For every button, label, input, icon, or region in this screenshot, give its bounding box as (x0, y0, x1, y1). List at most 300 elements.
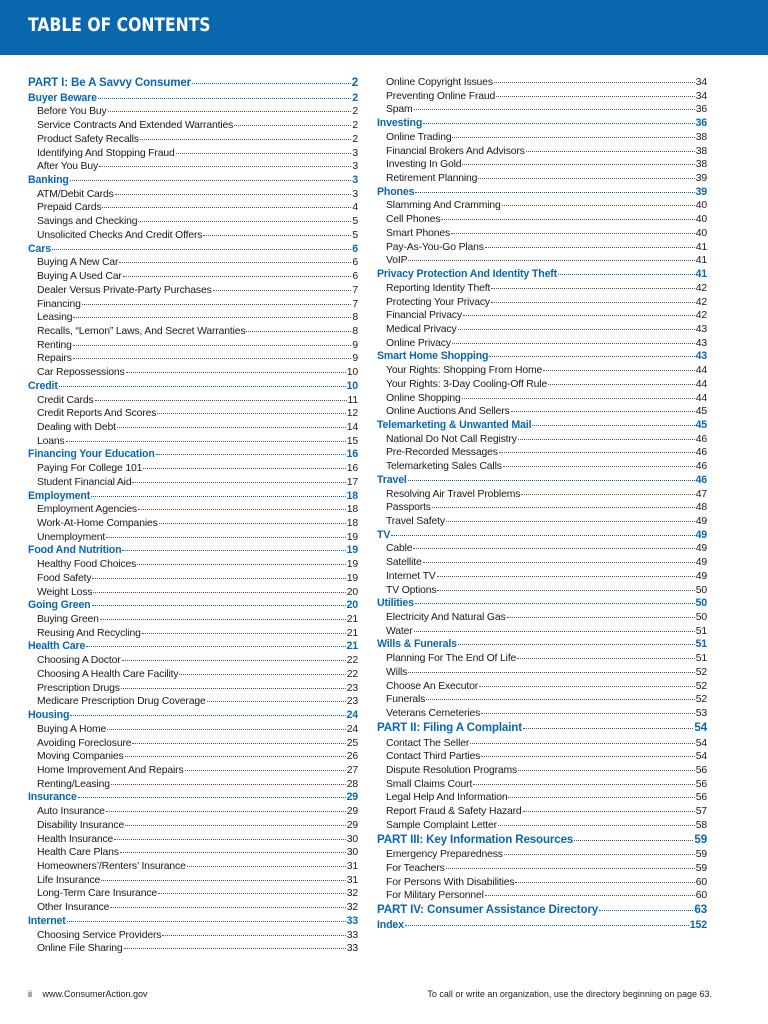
toc-page-number: 49 (695, 516, 707, 527)
toc-entry-title: Leasing (37, 312, 73, 324)
toc-section-heading[interactable] (377, 918, 707, 932)
dot-leader (156, 445, 346, 455)
toc-page-number: 40 (695, 214, 707, 226)
toc-entry-title: Loans (37, 435, 65, 447)
toc-page-number: 26 (346, 751, 358, 763)
dot-leader (574, 831, 693, 841)
toc-page-number: 56 (695, 792, 707, 804)
toc-entry-title: Protecting Your Privacy (386, 296, 490, 308)
toc-entry-title: Buying A New Car (37, 257, 119, 269)
toc-entry-title: Smart Home Shopping (377, 350, 489, 363)
toc-page-number: 34 (695, 90, 707, 102)
toc-page-number: 54 (695, 737, 707, 749)
toc-page-number: 42 (695, 310, 707, 322)
dot-leader (176, 144, 352, 154)
dot-leader (111, 775, 346, 785)
toc-page-number: 38 (695, 131, 707, 143)
toc-page-number: 16 (346, 448, 358, 461)
toc-page-number: 43 (695, 337, 707, 349)
toc-page-number: 21 (346, 640, 358, 653)
toc-entry-title: Medicare Prescription Drug Coverage (37, 696, 206, 708)
toc-entry-title: For Persons With Disabilities (386, 876, 515, 888)
toc-page-number: 23 (346, 696, 358, 708)
dot-leader (157, 404, 345, 414)
toc-page-number: 49 (695, 570, 707, 582)
dot-leader (162, 926, 345, 936)
toc-entry-title: Unemployment (37, 531, 106, 543)
toc-page-number: 46 (695, 461, 707, 473)
toc-page-number: 41 (695, 241, 707, 253)
toc-page-number: 44 (695, 392, 707, 404)
toc-entry-title: Telemarketing & Unwanted Mail (377, 418, 532, 431)
toc-entry-title: Credit Cards (37, 394, 94, 406)
toc-page-number: 47 (695, 488, 707, 500)
toc-entry-title: TV Options (386, 584, 437, 596)
toc-entry-title: Housing (28, 709, 70, 722)
dot-leader (458, 320, 695, 330)
dot-leader (481, 704, 695, 714)
dot-leader (521, 485, 694, 495)
dot-leader (415, 183, 694, 193)
dot-leader (100, 610, 346, 620)
toc-page-number: 28 (346, 778, 358, 790)
toc-entry[interactable] (377, 818, 707, 832)
toc-page-number: 51 (695, 625, 707, 637)
dot-leader (494, 73, 695, 83)
toc-entry-title: Medical Privacy (386, 323, 457, 335)
dot-leader (423, 553, 695, 563)
dot-leader (67, 912, 346, 922)
dot-leader (499, 443, 695, 453)
dot-leader (106, 802, 346, 812)
dot-leader (125, 747, 346, 757)
toc-part-heading[interactable] (28, 76, 358, 90)
dot-leader (213, 281, 352, 291)
toc-entry-title: For Teachers (386, 862, 445, 874)
dot-leader (437, 581, 694, 591)
footer-directory-note: To call or write an organization, use the directory beginning on page 63. (427, 989, 712, 999)
toc-entry-title: Pay-As-You-Go Plans (386, 241, 484, 253)
dot-leader (507, 608, 695, 618)
toc-page-number: 51 (695, 638, 707, 651)
toc-page-number: 30 (346, 833, 358, 845)
toc-page-number: 52 (695, 666, 707, 678)
dot-leader (491, 279, 695, 289)
dot-leader (426, 690, 695, 700)
toc-entry-title: Travel Safety (386, 516, 445, 527)
toc-entry-title: Renting (37, 339, 72, 351)
toc-entry-title: After You Buy (37, 161, 99, 173)
toc-entry-title: Work-At-Home Companies (37, 518, 158, 529)
dot-leader (70, 706, 345, 716)
toc-entry[interactable] (377, 888, 707, 902)
toc-entry-title: Wills & Funerals (377, 638, 457, 651)
toc-page-number: 8 (352, 325, 358, 337)
dot-leader (101, 871, 346, 881)
toc-entry-title: Veterans Cemeteries (386, 708, 481, 720)
dot-leader (462, 389, 695, 399)
toc-entry-title: Legal Help And Information (386, 792, 508, 804)
toc-entry-title: Other Insurance (37, 902, 110, 914)
toc-entry-title: Prepaid Cards (37, 202, 102, 214)
dot-leader (446, 859, 695, 869)
dot-leader (92, 596, 346, 606)
dot-leader (73, 349, 352, 359)
dot-leader (122, 541, 345, 551)
toc-entry-title: Savings and Checking (37, 216, 138, 228)
toc-entry-title: Repairs (37, 353, 72, 365)
toc-page-number: 6 (352, 257, 358, 269)
dot-leader (108, 102, 352, 112)
page-header (0, 0, 768, 55)
toc-entry-title: Cable (386, 543, 413, 555)
toc-page-number: 44 (695, 378, 707, 390)
toc-page-number: 2 (352, 120, 358, 132)
dot-leader (132, 734, 345, 744)
toc-column-right (377, 75, 707, 932)
toc-entry-title: Wills (386, 666, 408, 678)
dot-leader (78, 788, 346, 798)
toc-entry-title: Going Green (28, 599, 91, 612)
dot-leader (432, 498, 695, 508)
toc-page-number: 27 (346, 764, 358, 776)
toc-page-number: 11 (347, 394, 358, 406)
dot-leader (405, 916, 689, 926)
dot-leader (526, 142, 695, 152)
toc-entry-title: Spam (386, 104, 413, 116)
dot-leader (192, 74, 351, 84)
dot-leader (99, 157, 351, 167)
toc-entry-title: Cell Phones (386, 214, 441, 226)
toc-entry-title: For Military Personnel (386, 890, 484, 902)
toc-page-number: 32 (346, 902, 358, 914)
toc-entry-title: Phones (377, 185, 415, 198)
toc-entry-title: Life Insurance (37, 874, 101, 886)
toc-part-heading[interactable] (377, 833, 707, 847)
toc-page-number: 58 (695, 819, 707, 831)
toc-entry-title: Reporting Identity Theft (386, 282, 491, 294)
toc-entry-title: Pre-Recorded Messages (386, 447, 498, 459)
toc-entry-title: Food Safety (37, 572, 92, 584)
toc-entry-title: Online Trading (386, 131, 452, 143)
toc-page-number: 29 (346, 819, 358, 831)
toc-page-number: 19 (346, 572, 358, 584)
toc-page-number: 3 (352, 188, 358, 200)
toc-page-number: 38 (695, 159, 707, 171)
toc-page-number: 20 (346, 586, 358, 598)
toc-entry-title: Prescription Drugs (37, 682, 120, 694)
dot-leader (498, 816, 695, 826)
footer-left (28, 989, 148, 999)
toc-entry-title: Passports (386, 502, 431, 514)
dot-leader (470, 734, 695, 744)
toc-page-number: 9 (352, 339, 358, 351)
toc-page-number: 41 (695, 268, 707, 281)
toc-entry-title: Choosing A Health Care Facility (37, 668, 179, 680)
dot-leader (179, 665, 345, 675)
toc-entry-title: Funerals (386, 694, 426, 706)
toc-entry-title: Recalls, “Lemon” Laws, And Secret Warranties (37, 325, 246, 337)
toc-page-number: 17 (346, 476, 358, 488)
toc-page-number: 6 (352, 242, 358, 255)
dot-leader (124, 939, 346, 949)
toc-entry-title: TV (377, 528, 391, 541)
dot-leader (121, 679, 346, 689)
toc-page-number: 6 (352, 271, 358, 283)
toc-page-number: 32 (346, 888, 358, 900)
dot-leader (485, 238, 695, 248)
dot-leader (137, 555, 346, 565)
toc-entry-title: Investing (377, 117, 423, 130)
toc-entry-title: Food And Nutrition (28, 544, 122, 557)
toc-page-number: 46 (695, 433, 707, 445)
toc-entry-title: Financing Your Education (28, 448, 155, 461)
toc-part-heading[interactable] (377, 721, 707, 735)
toc-entry-title: Insurance (28, 791, 77, 804)
toc-page-number: 14 (346, 421, 358, 433)
toc-page-number: 43 (695, 350, 707, 363)
toc-page-number: 56 (695, 778, 707, 790)
toc-entry-title: Internet (28, 914, 66, 927)
dot-leader (463, 306, 695, 316)
dot-leader (437, 567, 695, 577)
toc-page-number: 57 (695, 806, 707, 818)
toc-entry-title: Product Safety Recalls (37, 133, 139, 145)
toc-page-number: 2 (352, 133, 358, 145)
toc-entry-title: Financing (37, 298, 81, 310)
toc-page-number: 19 (346, 531, 358, 543)
toc-page-number: 7 (352, 284, 358, 296)
dot-leader (408, 251, 694, 261)
toc-entry-title: Paying For College 101 (37, 463, 143, 475)
toc-page-number: 33 (346, 914, 358, 927)
toc-page-number: 22 (346, 655, 358, 667)
dot-leader (115, 185, 352, 195)
toc-page-number: 34 (695, 77, 707, 88)
toc-page-number: 29 (346, 791, 358, 804)
toc-page-number: 60 (695, 876, 707, 888)
dot-leader (408, 471, 695, 481)
dot-leader (107, 720, 346, 730)
dot-leader (523, 802, 695, 812)
dot-leader (599, 901, 693, 911)
toc-page-number: 9 (352, 353, 358, 365)
dot-leader (441, 210, 694, 220)
toc-entry-title: Emergency Preparedness (386, 849, 503, 861)
dot-leader (138, 212, 351, 222)
dot-leader (452, 334, 695, 344)
toc-entry-title: Home Improvement And Repairs (37, 764, 184, 776)
toc-page-number: 18 (346, 518, 358, 529)
toc-page-number: 23 (346, 682, 358, 694)
toc-entry-title: Health Insurance (37, 833, 114, 845)
toc-column-left (28, 75, 358, 955)
toc-entry-title: Report Fraud & Safety Hazard (386, 806, 522, 818)
toc-entry-title: Student Financial Aid (37, 476, 132, 488)
toc-entry-title: Telemarketing Sales Calls (386, 461, 502, 473)
toc-entry-title: Utilities (377, 597, 414, 610)
dot-leader (126, 363, 346, 373)
dot-leader (423, 114, 694, 124)
dot-leader (446, 512, 695, 522)
dot-leader (66, 432, 346, 442)
toc-entry-title: Electricity And Natural Gas (386, 612, 506, 624)
toc-entry-title: Choosing Service Providers (37, 929, 162, 941)
toc-entry[interactable] (377, 706, 707, 720)
toc-entry-title: Buying Green (37, 614, 99, 626)
toc-page-number: 21 (346, 614, 358, 626)
toc-page-number: 51 (695, 653, 707, 665)
toc-page-number: 152 (689, 918, 707, 931)
toc-page-number: 50 (695, 597, 707, 610)
toc-page-number: 63 (694, 903, 707, 917)
dot-leader (158, 884, 346, 894)
toc-entry-title: PART II: Filing A Complaint (377, 720, 522, 734)
dot-leader (523, 719, 693, 729)
toc-entry-title: PART I: Be A Savvy Consumer (28, 76, 192, 89)
toc-entry-title: Weight Loss (37, 586, 93, 598)
toc-page-number: 33 (346, 929, 358, 941)
footer-website-link[interactable]: www.ConsumerAction.gov (42, 989, 148, 999)
dot-leader (114, 830, 346, 840)
dot-leader (543, 361, 695, 371)
toc-entry-title: Dispute Resolution Programs (386, 764, 518, 776)
toc-page-number: 31 (346, 874, 358, 886)
dot-leader (548, 375, 695, 385)
toc-entry-title: Service Contracts And Extended Warranties (37, 120, 234, 132)
dot-leader (159, 514, 346, 524)
dot-leader (70, 171, 352, 181)
toc-page-number: 59 (695, 862, 707, 874)
dot-leader (532, 416, 694, 426)
toc-entry-title: Financial Brokers And Advisors (386, 145, 525, 157)
dot-leader (451, 224, 695, 234)
toc-entry-title: Online Auctions And Sellers (386, 406, 510, 418)
toc-page-number: 8 (352, 312, 358, 324)
dot-leader (414, 100, 695, 110)
toc-page-number: 16 (346, 463, 358, 475)
dot-leader (511, 402, 695, 412)
dot-leader (489, 347, 694, 357)
dot-leader (93, 583, 345, 593)
toc-entry[interactable] (28, 941, 358, 955)
toc-entry-title: Health Care (28, 640, 86, 653)
toc-page-number: 24 (346, 723, 358, 735)
dot-leader (91, 487, 345, 497)
toc-entry-title: Choose An Executor (386, 680, 479, 692)
dot-leader (415, 594, 695, 604)
toc-page-number: 2 (351, 76, 358, 89)
toc-page-number: 54 (694, 720, 707, 734)
toc-page-number: 39 (695, 173, 707, 185)
toc-entry-title: Online Shopping (386, 392, 461, 404)
footer-page-number: ii (28, 989, 32, 999)
toc-entry-title: Travel (377, 473, 407, 486)
toc-entry-title: National Do Not Call Registry (386, 433, 517, 445)
toc-page-number: 59 (694, 832, 707, 846)
toc-page-number: 30 (346, 847, 358, 859)
toc-page-number: 10 (346, 379, 358, 392)
dot-leader (187, 857, 346, 867)
toc-entry-title: Avoiding Foreclosure (37, 737, 132, 749)
toc-page-number: 50 (695, 612, 707, 624)
toc-entry-title: Investing In Gold (386, 159, 462, 171)
dot-leader (246, 322, 351, 332)
toc-entry-title: Employment Agencies (37, 504, 137, 516)
toc-entry-title: Homeowners’/Renters’ Insurance (37, 860, 186, 872)
toc-entry-title: Internet TV (386, 570, 436, 582)
dot-leader (234, 116, 351, 126)
dot-leader (73, 308, 351, 318)
toc-entry-title: Slamming And Cramming (386, 200, 501, 212)
toc-page-number: 19 (346, 544, 358, 557)
toc-entry-title: Credit (28, 379, 58, 392)
toc-entry-title: Dealer Versus Private-Party Purchases (37, 284, 212, 296)
dot-leader (458, 635, 695, 645)
toc-page-number: 41 (695, 255, 707, 267)
dot-leader (207, 692, 346, 702)
dot-leader (138, 500, 346, 510)
toc-page-number: 18 (346, 504, 358, 516)
toc-page-number: 54 (695, 751, 707, 763)
dot-leader (479, 677, 695, 687)
toc-page-number: 19 (346, 559, 358, 571)
toc-page-number: 10 (346, 367, 358, 379)
toc-page-number: 43 (695, 323, 707, 335)
toc-page-number: 42 (695, 296, 707, 308)
toc-entry-title: Before You Buy (37, 106, 107, 118)
toc-page-number: 24 (346, 709, 358, 722)
toc-entry-title: Car Repossessions (37, 367, 125, 379)
dot-leader (452, 128, 694, 138)
dot-leader (73, 336, 352, 346)
toc-entry-title: Auto Insurance (37, 806, 105, 818)
dot-leader (413, 539, 694, 549)
toc-page-number: 56 (695, 764, 707, 776)
toc-entry-title: Retirement Planning (386, 173, 478, 185)
toc-entry-title: Healthy Food Choices (37, 559, 137, 571)
toc-entry-title: Dealing with Debt (37, 421, 116, 433)
toc-page-number: 46 (695, 473, 707, 486)
toc-page-number: 52 (695, 680, 707, 692)
toc-page-number: 5 (352, 216, 358, 228)
dot-leader (59, 377, 346, 387)
dot-leader (95, 391, 347, 401)
dot-leader (518, 761, 695, 771)
toc-entry-title: Renting/Leasing (37, 778, 110, 790)
toc-entry-title: Planning For The End Of Life (386, 653, 517, 665)
dot-leader (119, 253, 351, 263)
toc-page-number: 21 (346, 627, 358, 639)
dot-leader (143, 459, 345, 469)
toc-page-number: 50 (695, 584, 707, 596)
toc-page-number: 29 (346, 806, 358, 818)
toc-entry-title: Your Rights: 3-Day Cooling-Off Rule (386, 378, 548, 390)
dot-leader (504, 845, 695, 855)
toc-part-heading[interactable] (377, 903, 707, 917)
toc-entry-title: Water (386, 625, 413, 637)
toc-entry-title: Contact Third Parties (386, 751, 481, 763)
toc-page-number: 3 (352, 174, 358, 187)
toc-page-number: 25 (346, 737, 358, 749)
dot-leader (125, 816, 346, 826)
toc-entry-title: Buying A Used Car (37, 271, 122, 283)
dot-leader (185, 761, 346, 771)
toc-entry-title: Preventing Online Fraud (386, 90, 496, 102)
toc-entry-title: Smart Phones (386, 227, 451, 239)
toc-entry-title: Banking (28, 174, 69, 187)
toc-entry-title: Disability Insurance (37, 819, 125, 831)
